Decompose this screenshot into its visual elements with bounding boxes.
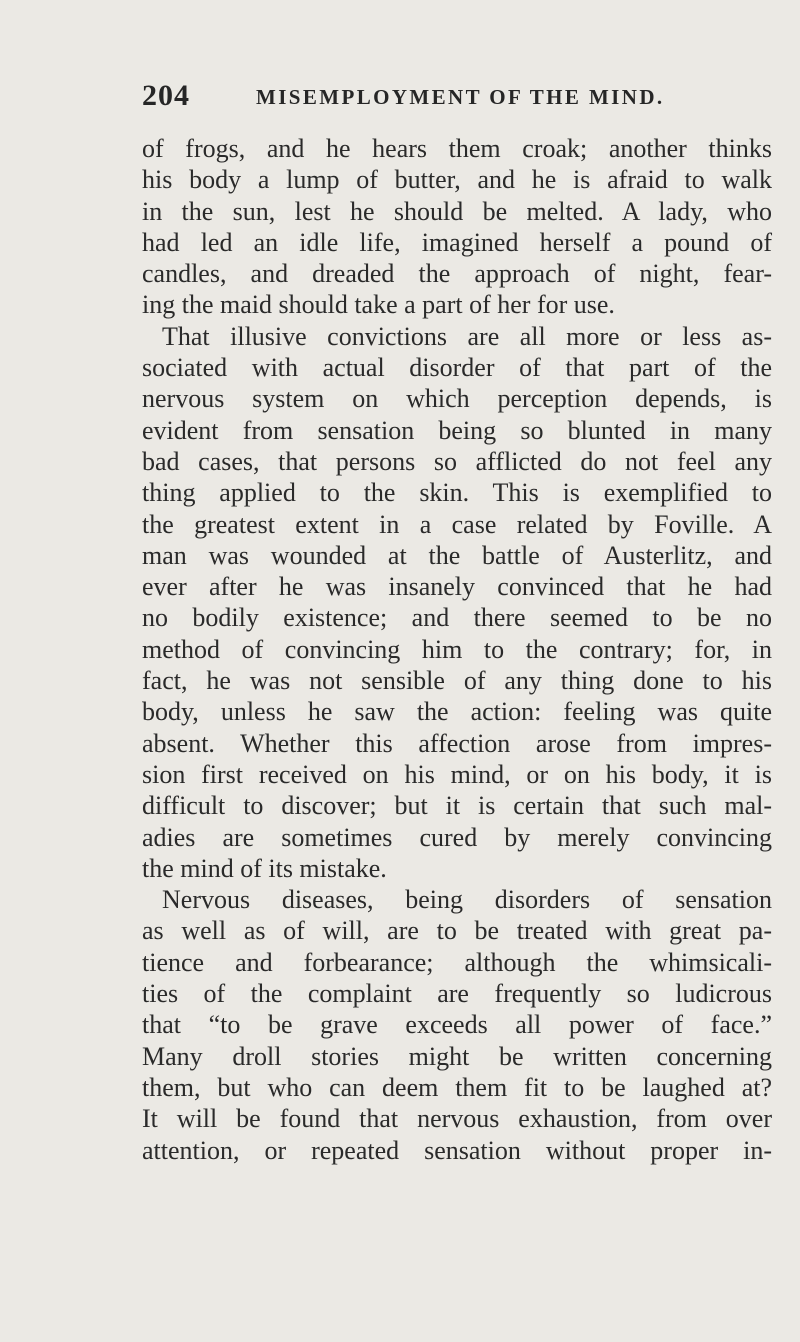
text-line: in the sun, lest he should be melted. A lady, who xyxy=(142,196,772,226)
text-line: body, unless he saw the action: feeling was quite xyxy=(142,697,772,727)
text-line: the greatest extent in a case related by Foville. A xyxy=(142,509,772,539)
text-line: the mind of its mistake. xyxy=(142,853,387,883)
text-line: difficult to discover; but it is certain that such mal- xyxy=(142,791,772,821)
text-line: had led an idle life, imagined herself a pound of xyxy=(142,227,772,257)
text-line: candles, and dreaded the approach of night, fear- xyxy=(142,259,772,289)
text-line: ing the maid should take a part of her for use. xyxy=(142,290,615,320)
page-header xyxy=(142,78,782,114)
text-line: attention, or repeated sensation without proper in- xyxy=(142,1135,772,1165)
text-line: no bodily existence; and there seemed to be no xyxy=(142,603,772,633)
text-line: tience and forbearance; although the whimsicali- xyxy=(142,947,772,977)
text-line: absent. Whether this affection arose from impres- xyxy=(142,728,772,758)
page-number: 204 xyxy=(142,79,190,112)
text-line: his body a lump of butter, and he is afraid to walk xyxy=(142,165,772,195)
text-line: sociated with actual disorder of that part of the xyxy=(142,353,772,383)
text-line: as well as of will, are to be treated with great pa- xyxy=(142,916,772,946)
text-line: that “to be grave exceeds all power of face.” xyxy=(142,1010,772,1040)
running-head: MISEMPLOYMENT OF THE MIND. xyxy=(256,85,665,109)
text-line: fact, he was not sensible of any thing done to his xyxy=(142,666,772,696)
paragraph-start-line: Nervous diseases, being disorders of sensation xyxy=(162,885,772,915)
text-line: of frogs, and he hears them croak; another thinks xyxy=(142,134,772,163)
paragraph-start-line: That illusive convictions are all more or less as- xyxy=(162,321,772,351)
text-line: man was wounded at the battle of Austerlitz, and xyxy=(142,540,772,570)
text-line: ties of the complaint are frequently so ludicrous xyxy=(142,979,772,1009)
text-line: nervous system on which perception depends, is xyxy=(142,384,772,414)
text-line: them, but who can deem them fit to be laughed at? xyxy=(142,1072,772,1102)
text-line: ever after he was insanely convinced that he had xyxy=(142,572,772,602)
text-line: It will be found that nervous exhaustion, from over xyxy=(142,1104,772,1134)
text-line: sion first received on his mind, or on his body, it is xyxy=(142,759,772,789)
text-line: adies are sometimes cured by merely convincing xyxy=(142,822,772,852)
text-line: Many droll stories might be written concerning xyxy=(142,1041,772,1071)
text-line: thing applied to the skin. This is exemplified to xyxy=(142,478,772,508)
text-line: evident from sensation being so blunted in many xyxy=(142,415,772,445)
text-line: bad cases, that persons so afflicted do not feel any xyxy=(142,446,772,476)
body-text xyxy=(142,133,772,1166)
text-line: method of convincing him to the contrary; for, in xyxy=(142,634,772,664)
